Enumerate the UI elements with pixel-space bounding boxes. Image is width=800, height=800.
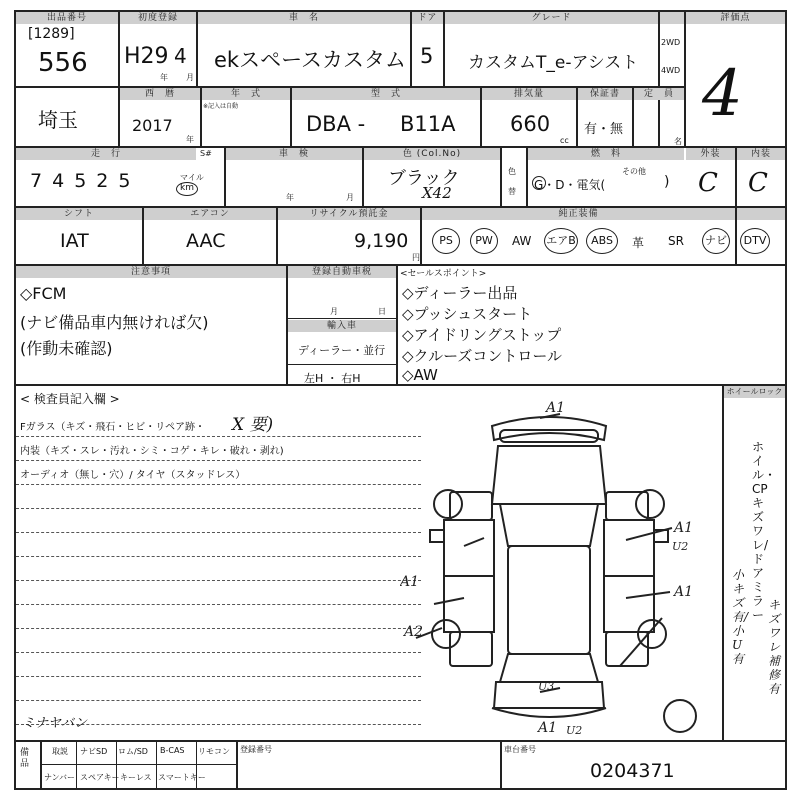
nenshiki-label: 年 式	[202, 88, 290, 100]
lot-bracket: [1289]	[28, 26, 75, 42]
reg-number-label: 登録番号	[240, 745, 272, 754]
first-reg-label: 初度登録	[120, 12, 196, 24]
cc-unit: cc	[560, 136, 569, 145]
sales-point-3: ◇アイドリングストップ	[402, 326, 562, 344]
damage-mark: A1	[546, 400, 566, 416]
equip-leather: 革	[632, 236, 645, 250]
color-code: X42	[422, 184, 452, 202]
car-name: ekスペースカスタム	[214, 48, 407, 72]
door-label: ドア	[412, 12, 443, 24]
equip-pw: PW	[470, 228, 498, 254]
region: 埼玉	[38, 108, 78, 132]
dash-row	[16, 460, 421, 461]
damage-mark: A1	[674, 520, 694, 536]
vline-m	[500, 146, 502, 206]
chassis-label: 車台番号	[504, 745, 536, 754]
fuel-label: 燃 料	[528, 148, 684, 160]
inspect-line-2: 内装（キズ・スレ・汚れ・シミ・コゲ・キレ・破れ・剥れ)	[20, 446, 284, 457]
footer-item: ロム/SD	[118, 747, 148, 756]
car-name-label: 車 名	[198, 12, 410, 24]
reg-plan-label: 登録自動車税	[288, 266, 396, 278]
color-label: 色 (Col.No)	[364, 148, 500, 160]
row-line-5	[14, 384, 787, 386]
footer-item: キーレス	[120, 773, 152, 782]
equip-label: 純正装備	[422, 208, 735, 220]
footer-label: 備品	[20, 748, 30, 769]
equip-ps: PS	[432, 228, 460, 254]
mileage-digit: 4	[52, 170, 65, 192]
score-label: 評価点	[686, 12, 785, 24]
doors: 5	[420, 44, 434, 68]
recycle-amount: 9,190	[354, 230, 409, 252]
inspector-name: ミナヤバン	[22, 716, 88, 731]
inspect-line-3: オーディオ（無し・穴）/ タイヤ（スタッドレス）	[20, 470, 246, 481]
dash-row	[16, 676, 421, 677]
dash-row	[16, 604, 421, 605]
score-value: 4	[702, 57, 743, 131]
mileage-label: 走 行	[16, 148, 196, 160]
equip-airbag: エアB	[544, 228, 578, 254]
mileage-digit: 5	[74, 170, 87, 192]
exterior-score: C	[698, 168, 718, 198]
frame-right	[785, 10, 787, 790]
vline-fi3	[156, 740, 157, 788]
lot-number: 556	[38, 48, 88, 78]
footer-item: 取説	[52, 747, 68, 756]
damage-mark: U2	[566, 724, 583, 736]
month-unit: 月	[186, 73, 194, 82]
vline-cap	[632, 86, 634, 146]
recycle-label: リサイクル預託金	[278, 208, 420, 220]
mileage-digits	[30, 170, 130, 192]
interior-score: C	[748, 168, 768, 198]
grade: カスタムT_e-アシスト	[468, 53, 639, 73]
hline-import	[286, 318, 396, 319]
dash-row	[16, 652, 421, 653]
caution-label: 注意事項	[16, 266, 286, 278]
mileage-digit: 2	[96, 170, 109, 192]
sales-point-4: ◇クルーズコントロール	[402, 347, 563, 365]
fuel-other: その他	[622, 167, 646, 176]
shift-label: シフト	[16, 208, 142, 220]
sales-point-2: ◇プッシュスタート	[402, 305, 533, 323]
displacement-label: 排気量	[482, 88, 576, 100]
frame-left	[14, 10, 16, 790]
vline-f3	[500, 740, 502, 788]
dash-row	[16, 508, 421, 509]
vline-side	[722, 384, 724, 740]
interior-label: 内装	[737, 148, 785, 160]
inspection-title: < 検査員記入欄 >	[20, 392, 120, 406]
warranty: 有・無	[584, 122, 624, 137]
dash-row	[16, 580, 421, 581]
katashiki-label: 型 式	[292, 88, 480, 100]
equip-sr: SR	[668, 234, 684, 248]
shaken-nen: 年	[286, 193, 294, 202]
side-note-1: ホイル・CPキズワレ/ドアミラー	[752, 440, 777, 622]
footer-item: スマートキー	[158, 773, 206, 782]
chassis-number: 0204371	[590, 760, 675, 782]
damage-mark: A2	[404, 624, 424, 640]
footer-item: ナンバー	[44, 773, 76, 782]
meter-label: S#	[200, 149, 212, 158]
hline-handle	[286, 364, 396, 365]
frame-bottom	[14, 788, 787, 790]
seireki-nen: 年	[186, 135, 194, 144]
note-line-1: ◇FCM	[20, 284, 67, 303]
sales-label: <セールスポイント>	[400, 269, 487, 279]
unit-mile: マイル	[180, 173, 204, 182]
fuel-gasoline-circle	[532, 176, 546, 190]
nenshiki-note: ※記入は自動	[203, 103, 239, 110]
reg-day: 日	[378, 307, 386, 316]
note-line-2: (ナビ備品車内無ければ欠)	[20, 313, 209, 332]
color: ブラック	[388, 168, 460, 189]
dash-row	[16, 484, 421, 485]
seireki: 2017	[132, 116, 173, 135]
equip-aw: AW	[512, 234, 532, 248]
footer-item: B-CAS	[160, 746, 185, 755]
mileage-digit: 5	[118, 170, 131, 192]
vline-f2	[236, 740, 238, 788]
handle-side: 左H ・ 右H	[304, 372, 361, 385]
fuel-close: )	[664, 174, 670, 190]
footer-item: リモコン	[198, 747, 230, 756]
era-year: H29	[124, 44, 169, 69]
ac-label: エアコン	[144, 208, 276, 220]
footer-item: スペアキー	[80, 773, 120, 782]
dash-row	[16, 700, 421, 701]
vline-a	[118, 10, 120, 146]
equip-dtv: DTV	[740, 228, 770, 254]
hline-f	[40, 764, 236, 765]
score-label-left	[660, 12, 684, 24]
sales-point-1: ◇ディーラー出品	[402, 284, 518, 302]
reg-month: 4	[174, 44, 187, 68]
dash-row	[16, 628, 421, 629]
displacement: 660	[510, 112, 551, 136]
wheel-lock-label: ホイールロック	[724, 386, 785, 398]
grade-label: グレード	[445, 12, 658, 24]
shift: IAT	[60, 230, 89, 252]
damage-mark: U2	[672, 540, 689, 553]
capacity-unit: 名	[674, 137, 682, 146]
seireki-label: 西 暦	[120, 88, 200, 100]
inspect-line-1: Fガラス（キズ・飛石・ヒビ・リペア跡・	[20, 422, 206, 433]
import-label: 輸入車	[288, 320, 396, 332]
damage-mark: U3	[538, 680, 555, 693]
dealer-parallel: ディーラー・並行	[298, 344, 386, 357]
unit-km: km	[176, 182, 198, 196]
row-line-6	[14, 740, 787, 742]
side-note-3: キズワレ補修有	[768, 598, 781, 696]
yen-unit: 円	[412, 253, 420, 262]
drive-2wd: 2WD	[661, 38, 681, 47]
vline-f	[684, 10, 686, 146]
mileage-digit: 7	[30, 170, 43, 192]
dash-row	[16, 532, 421, 533]
equip-abs: ABS	[586, 228, 618, 254]
year-unit: 年	[160, 73, 168, 82]
model-code: B11A	[400, 112, 456, 136]
lot-label: 出品番号	[16, 12, 118, 24]
reg-month: 月	[330, 307, 338, 316]
color-change-2: 替	[508, 187, 516, 196]
damage-mark: A1	[538, 720, 558, 736]
exterior-label: 外装	[686, 148, 735, 160]
fuel: G・D・電気(	[534, 178, 606, 192]
dash-row	[16, 556, 421, 557]
damage-mark: A1	[400, 574, 420, 590]
model-prefix: DBA -	[306, 112, 366, 136]
shaken-tsuki: 月	[346, 193, 354, 202]
car-damage-diagram	[400, 396, 720, 736]
vline-u	[396, 264, 398, 384]
side-note-2: 小キズ有/小U有	[732, 568, 749, 666]
shaken-label: 車 検	[226, 148, 362, 160]
capacity-label: 定 員	[634, 88, 684, 100]
note-line-3: (作動未確認)	[20, 339, 113, 358]
vline-e	[658, 10, 660, 146]
equip-navi: ナビ	[702, 228, 730, 254]
sales-point-5: ◇AW	[402, 366, 438, 384]
warranty-label: 保証書	[578, 88, 632, 100]
footer-item: ナビSD	[80, 747, 108, 756]
color-change-1: 色	[508, 167, 516, 176]
damage-mark: A1	[674, 584, 694, 600]
equip-label-right	[737, 208, 785, 220]
drive-4wd: 4WD	[661, 66, 681, 75]
dash-row	[16, 436, 421, 437]
inspect-line-1-hand: X 要)	[232, 415, 274, 435]
ac: AAC	[186, 230, 226, 252]
vline-fi1	[76, 740, 77, 788]
